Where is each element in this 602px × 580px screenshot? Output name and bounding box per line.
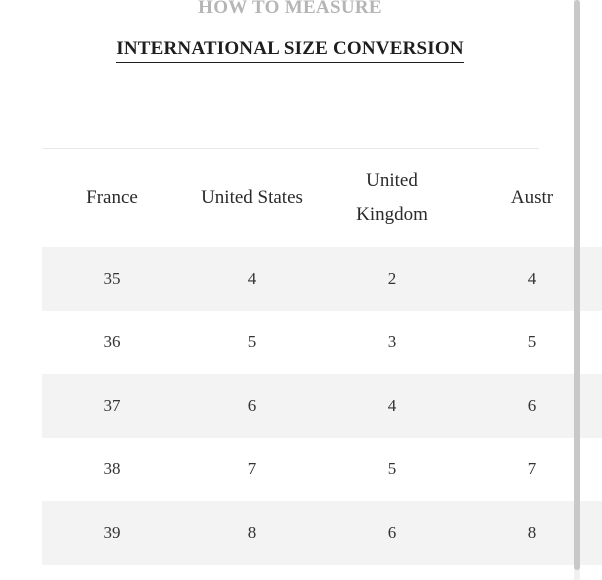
table-cell: 39 [42,501,182,565]
header-france: France [86,187,138,208]
table-cell: 38 [42,438,182,502]
table-cell: 5 [462,311,602,375]
page-scrollbar-thumb[interactable] [574,0,580,570]
table-row [42,247,602,311]
table-header-row [42,149,602,247]
table-cell: 6 [182,374,322,438]
table-row [42,501,602,565]
page-scrollbar[interactable] [574,0,580,580]
table-row [42,438,602,502]
table-cell: 2 [322,247,462,311]
table-row [42,374,602,438]
table-cell: 6 [322,501,462,565]
tab-how-to-measure[interactable]: HOW TO MEASURE [198,0,382,18]
header-australia: Austr [510,187,554,208]
header-united-states: United States [201,187,303,208]
table-cell: 4 [462,247,602,311]
size-conversion-table [42,149,602,565]
table-cell: 5 [182,311,322,375]
table-cell: 4 [322,374,462,438]
table-cell: 4 [182,247,322,311]
size-conversion-table-scroll[interactable] [42,148,554,568]
table-cell: 5 [322,438,462,502]
table-cell: 7 [462,438,602,502]
table-cell: 7 [182,438,322,502]
table-cell: 36 [42,311,182,375]
tab-international-size-conversion[interactable] [0,38,580,63]
table-cell: 8 [462,501,602,565]
tab-international-size-conversion-label: INTERNATIONAL SIZE CONVERSION [116,38,464,63]
table-cell: 6 [462,374,602,438]
table-cell: 8 [182,501,322,565]
table-cell: 3 [322,311,462,375]
header-united-kingdom: United Kingdom [356,170,428,225]
table-cell: 37 [42,374,182,438]
table-cell: 35 [42,247,182,311]
table-row [42,311,602,375]
